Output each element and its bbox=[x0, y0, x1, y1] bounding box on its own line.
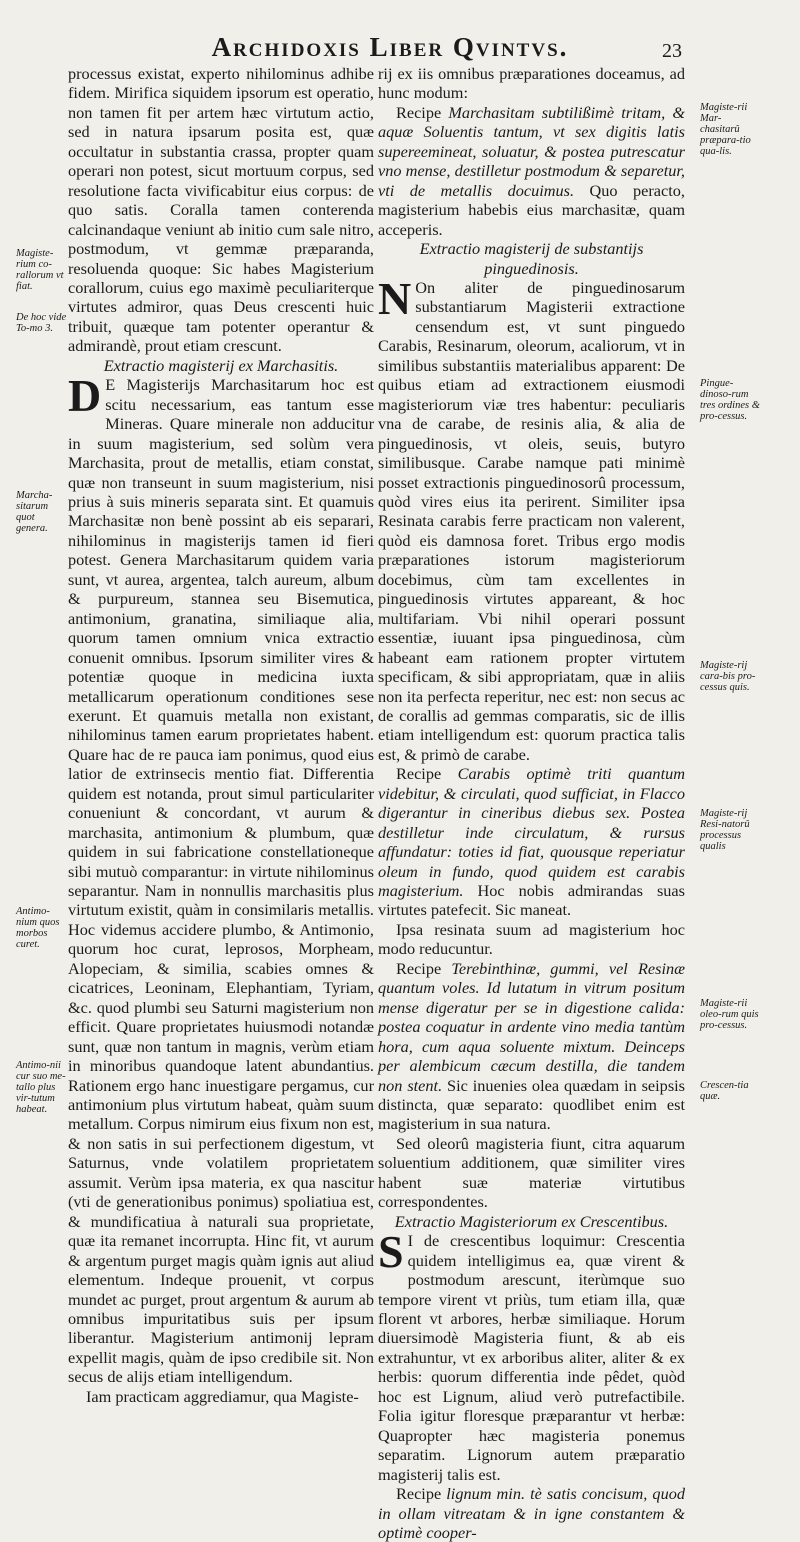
recipe-lead: Recipe bbox=[396, 1484, 447, 1504]
right-column bbox=[378, 64, 685, 1542]
margin-note: Pingue-dinoso-rum tres ordines & pro-cessus. bbox=[700, 378, 760, 422]
recipe-tail: Hoc nobis admirandas suas virtutes patefecit. Sic maneat. bbox=[378, 881, 685, 920]
margin-note: Marcha-sitarum quot genera. bbox=[16, 490, 53, 534]
paragraph: Ipsa resinata suum ad magisterium hoc modo reducuntur. bbox=[378, 919, 685, 959]
drop-cap: S bbox=[378, 1226, 404, 1278]
margin-note: Magiste-rium co-rallorum vt fiat. bbox=[16, 248, 64, 292]
paragraph: rij ex iis omnibus præparationes doceamus, ad hunc modum: bbox=[378, 64, 685, 103]
paragraph-text: I de crescentibus loquimur: Crescentia quidem intelligimus ea, quæ virent & postmodum arescunt, iterùmque suo tempore virent vt priùs, tum etiam illa, quæ florent vt arbores, herbæ similiaque. Horum diuersimodè Magisteria fiunt, & ab eis extrahuntur, vt ex arboribus aliter, aliter & ex herbis: quorum differentia inde pêdet, quòd hoc est Lignum, aliud verò putrefactibile. Folia igitur floresque præparantur vt herbæ: Quapropter hæc magisteria ponemus separatim. Lignorum autem præparatio magisterij talis est. bbox=[378, 1231, 685, 1484]
paragraph-text: On aliter de pinguedinosarum substantiarum Magisterii extractione censendum est, vt sunt pinguedo Carabis, Resinarum, oleorum, acaliorum, vt in similibus substantiis materialibus apparent: De quibus etiam ad extractionem eiusmodi magisteriorum viæ tres habentur: peculiaris vna de carabe, de resinis alia, & alia de pinguedinosis, vt oleis, seuis, butyro similibusque. Carabe namque pati minimè posset extractionis pinguedinosorû processum, quòd vires eius ita perirent. Similiter ipsa Resinata carabis ferre practicam non valerent, quòd eis damnosa foret. Tribus ergo modis præparationes istorum magisteriorum docebimus, cùm tam excellentes in pinguedinosis virtutes appareant, & hoc multifariam. Vbi nihil operari possunt essentiæ, iuuant ipsa pinguedinosa, cùm habeant eam rationem propter virtutem specificam, & sibi appropriatam, quæ in aliis non ita perfecta reperitur, nec est: non secus ac de corallis ad gemmas comparatis, sic de illis etiam intelligendum est: quorum practica talis est, & primò de carabe. bbox=[378, 277, 685, 764]
drop-cap: D bbox=[68, 370, 102, 422]
recipe-text: Terebinthinæ, gummi, vel Resinæ quantum voles. Id lutatum in vitrum positum mense digeratur per se in digestione calida: postea coquatur in ardente vino media tantùm hora, cum aqua soluente mixtum. Deinceps per alembicum cæcum destilla, die tandem non stent. bbox=[378, 958, 685, 1095]
recipe-lead: Recipe bbox=[396, 102, 449, 122]
recipe-text: Marchasitam subtilißimè tritam, & aquæ Soluentis tantum, vt sex digitis latis supereemineat, soluatur, & postea putrescatur vno mense, destilletur postmodum & separetur, vti de metallis docuimus. bbox=[378, 102, 685, 200]
paragraph bbox=[378, 272, 685, 764]
margin-note: Magiste-rii oleo-rum quis pro-cessus. bbox=[700, 998, 759, 1031]
paragraph: Iam practicam aggrediamur, qua Magiste- bbox=[86, 1386, 359, 1406]
paragraph: processus existat, experto nihilominus adhibe fidem. Mirifica siquidem ipsorum est operatio, non tamen fit per artem hæc virtutum actio, sed in natura ipsarum posita est, quæ occultatur in substantia crassa, propter quam operari non potest, sicut mortuum corpus, sed resolutione facta vivificabitur eius corpus: de quo satis. Coralla tamen conterenda calcinandaque veniunt ab initio cum sale nitro, postmodum, vt gemmæ præparanda, resoluenda quoque: Sic habes Magisterium corallorum, cuius ego maximè peculiariterque virtutes admiror, quas Deus crescenti huic tribuit, quæque tam potenter operantur & admirandè, prout etiam crescunt. bbox=[68, 64, 374, 356]
section-heading: Extractio magisterij ex Marchasitis. bbox=[103, 355, 339, 375]
recipe-paragraph bbox=[378, 959, 685, 1134]
margin-note: Magiste-rij cara-bis pro-cessus quis. bbox=[700, 660, 756, 693]
section-heading: Extractio magisterij de substantijs pinguedinosis. bbox=[419, 239, 644, 278]
margin-note: Antimo-nium quos morbos curet. bbox=[16, 906, 60, 950]
recipe-text: lignum min. tè satis concisum, quod in ollam vitreatam & in igne constantem & optimè cooper- bbox=[378, 1484, 685, 1542]
recipe-paragraph bbox=[378, 764, 685, 920]
page-number: 23 bbox=[662, 40, 682, 62]
paragraph: Sed oleorû magisteria fiunt, citra aquarum soluentium additionem, quæ similiter vires habent suæ materiæ virtutibus correspondentes. bbox=[378, 1133, 685, 1212]
left-column bbox=[68, 64, 374, 1406]
paragraph-text: E Magisterijs Marchasitarum hoc est scitu necessarium, eas tantum esse Mineras. Quare minerale non adducitur in suum magisterium, sed solùm vera Marchasita, prout de metallis, etiam constat, quæ non transeunt in suum magisterium, nisi prius à suis mineris separata sint. Et quamuis Marchasitæ non benè possint ab eis separari, nihilominus in magisterijs tamen id fieri potest. Genera Marchasitarum quidem varia sunt, vt aurea, argentea, talch aureum, album & purpureum, stannea seu Bisemutica, antimonium, granatina, similiaque alia, quorum tamen omnium vnica extractio conuenit omnibus. Ipsorum similiter vires & potentiæ quoque in medicina iuxta metallicarum operationum conditiones sese exerunt. Et quamuis metalla non existant, nihilominus tamen earum proprietates habent. Quare hac de re pauca iam ponimus, quod eius latior de extrinsecis mentio fiat. Differentia quidem est notanda, prout simul particulariter conueniunt & concordant, vt aurum & marchasita, antimonium & plumbum, quæ quidem in sui fabricatione constellationeque sibi mutuò comparantur: in virtute nihilominus separantur. Nam in nonnullis marchasitis plus virtutum existit, quàm in consimilaris metallis. Hoc videmus accidere plumbo, & Antimonio, quorum hoc curat, leprosos, Morpheam, Alopeciam, & similia, scabies omnes & cicatrices, Leoninam, Elephantiam, Tyriam, &c. quod plumbi seu Saturni magisterium non efficit. Quare proprietates huiusmodi notandæ sunt, quæ non tantum in magnis, verùm etiam in minoribus quandoque latent abundantius. Rationem ergo hanc inuestigare pergamus, cur antimonium plus virtutum habeat, quàm suum metallum. Corpus nimirum eius fixum non est, & non satis in sui perfectionem digestum, vt Saturnus, vnde volatilem proprietatem assumit. Verùm ipsa materia, ex qua nascitur (vti de generationibus ponimus) spoliatiua est, & mundificatiua à naturali sua proprietate, quæ ita remanet incorrupta. Hinc fit, vt aurum & argentum purget magis quàm ignis aut aliud elementum. Indeque prouenit, vt corpus mundet ac purget, prout argentum & aurum ab omnibus impuritatibus suis per ipsum liberantur. Magisterium antimonij lepram expellit magis, quàm de ipso credibile sit. Non secus de alijs etiam intelligendum. bbox=[68, 375, 374, 1387]
recipe-tail: Quo peracto, magisterium habebis eius marchasitæ, quam acceperis. bbox=[378, 180, 685, 239]
paragraph bbox=[378, 1226, 685, 1484]
drop-cap: N bbox=[378, 272, 412, 324]
recipe-paragraph bbox=[378, 103, 685, 239]
margin-note: Magiste-rij Resi-natorû processus qualis bbox=[700, 808, 750, 852]
recipe-text: Carabis optimè triti quantum videbitur, & circulati, quod sufficiat, in Flacco digerantur in cineribus diebus sex. Postea destilletur inde circulatum, & rursus affundatur: toties id fiat, quousque reperiatur oleum in fundo, quod quidem est carabis magisterium. bbox=[378, 764, 685, 901]
margin-note: Magiste-rii Mar-chasitarû præpara-tio qua-lis. bbox=[700, 102, 751, 157]
running-header: Archidoxis Liber Qvintvs. bbox=[211, 32, 569, 62]
margin-note: Crescen-tia quæ. bbox=[700, 1080, 749, 1102]
recipe-paragraph bbox=[378, 1484, 685, 1542]
margin-note: De hoc vide To-mo 3. bbox=[16, 312, 67, 334]
recipe-lead: Recipe bbox=[396, 764, 458, 784]
margin-note: Antimo-nii cur suo me-tallo plus vir-tutum habeat. bbox=[16, 1060, 66, 1115]
recipe-tail: Sic inuenies olea quædam in seipsis distincta, quæ separato: quodlibet enim est magisterium in sua natura. bbox=[378, 1075, 686, 1134]
recipe-lead: Recipe bbox=[396, 958, 452, 978]
section-heading: Extractio Magisteriorum ex Crescentibus. bbox=[394, 1211, 669, 1231]
paragraph bbox=[68, 370, 374, 1387]
